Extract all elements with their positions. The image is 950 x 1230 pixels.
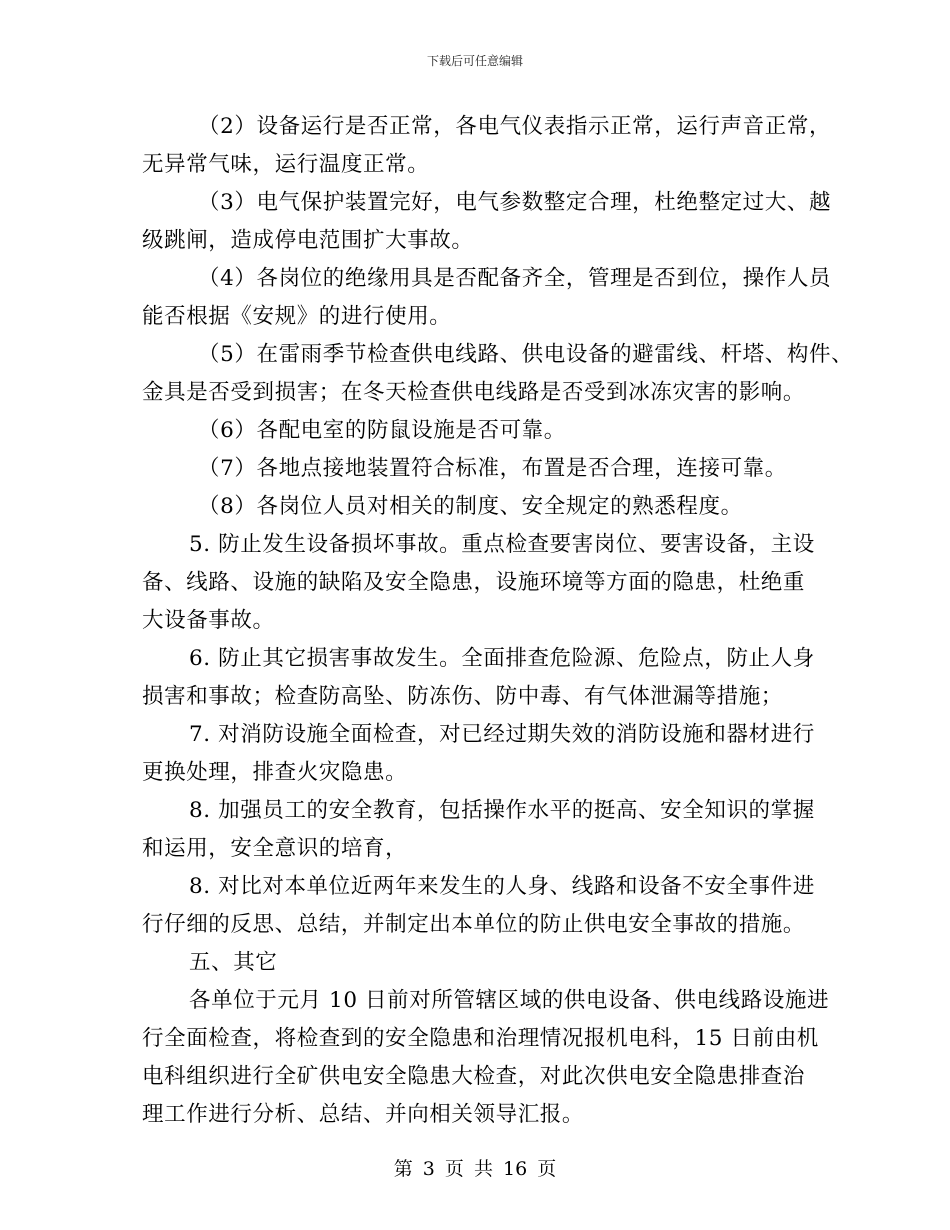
text-line: （7）各地点接地装置符合标准，布置是否合理，连接可靠。: [198, 456, 787, 481]
section-heading: 五、其它: [189, 950, 278, 975]
text-line: 7. 对消防设施全面检查，对已经过期失效的消防设施和器材进行: [189, 722, 815, 747]
text-line: （5）在雷雨季节检查供电线路、供电设备的避雷线、杆塔、构件、: [198, 342, 854, 367]
text-line: （2）设备运行是否正常，各电气仪表指示正常，运行声音正常，: [198, 114, 832, 139]
text-line: 行仔细的反思、总结，并制定出本单位的防止供电安全事故的措施。: [142, 912, 806, 937]
text-line: （4）各岗位的绝缘用具是否配备齐全，管理是否到位，操作人员: [198, 266, 832, 291]
text-line: 和运用，安全意识的培育，: [142, 836, 408, 861]
page-header: 下载后可任意编辑: [426, 54, 523, 68]
text-line: 6. 防止其它损害事故发生。全面排查危险源、危险点，防止人身: [189, 646, 815, 671]
document-body: [142, 108, 854, 1134]
text-line: 更换处理，排查火灾隐患。: [142, 760, 408, 785]
text-line: 各单位于元月 10 日前对所管辖区域的供电设备、供电线路设施进: [189, 988, 830, 1013]
text-line: 电科组织进行全矿供电安全隐患大检查，对此次供电安全隐患排查治: [142, 1064, 806, 1089]
text-line: 大设备事故。: [142, 608, 275, 633]
text-line: （6）各配电室的防鼠设施是否可靠。: [198, 418, 566, 443]
text-line: （8）各岗位人员对相关的制度、安全规定的熟悉程度。: [198, 494, 743, 519]
text-line: 金具是否受到损害；在冬天检查供电线路是否受到冰冻灾害的影响。: [142, 380, 806, 405]
text-line: 能否根据《安规》的进行使用。: [142, 304, 452, 329]
page-footer: 第 3 页 共 16 页: [393, 1158, 557, 1180]
text-line: 8. 加强员工的安全教育，包括操作水平的挺高、安全知识的掌握: [189, 798, 815, 823]
text-line: 备、线路、设施的缺陷及安全隐患，设施环境等方面的隐患，杜绝重: [142, 570, 806, 595]
text-line: 行全面检查，将检查到的安全隐患和治理情况报机电科，15 日前由机: [142, 1026, 819, 1051]
text-line: （3）电气保护装置完好，电气参数整定合理，杜绝整定过大、越: [198, 190, 832, 215]
text-line: 损害和事故；检查防高坠、防冻伤、防中毒、有气体泄漏等措施；: [142, 684, 783, 709]
text-line: 无异常气味，运行温度正常。: [142, 152, 430, 177]
text-line: 5. 防止发生设备损坏事故。重点检查要害岗位、要害设备，主设: [189, 532, 815, 557]
text-line: 8. 对比对本单位近两年来发生的人身、线路和设备不安全事件进: [189, 874, 815, 899]
text-line: 理工作进行分析、总结、并向相关领导汇报。: [142, 1102, 585, 1127]
text-line: 级跳闸，造成停电范围扩大事故。: [142, 228, 474, 253]
